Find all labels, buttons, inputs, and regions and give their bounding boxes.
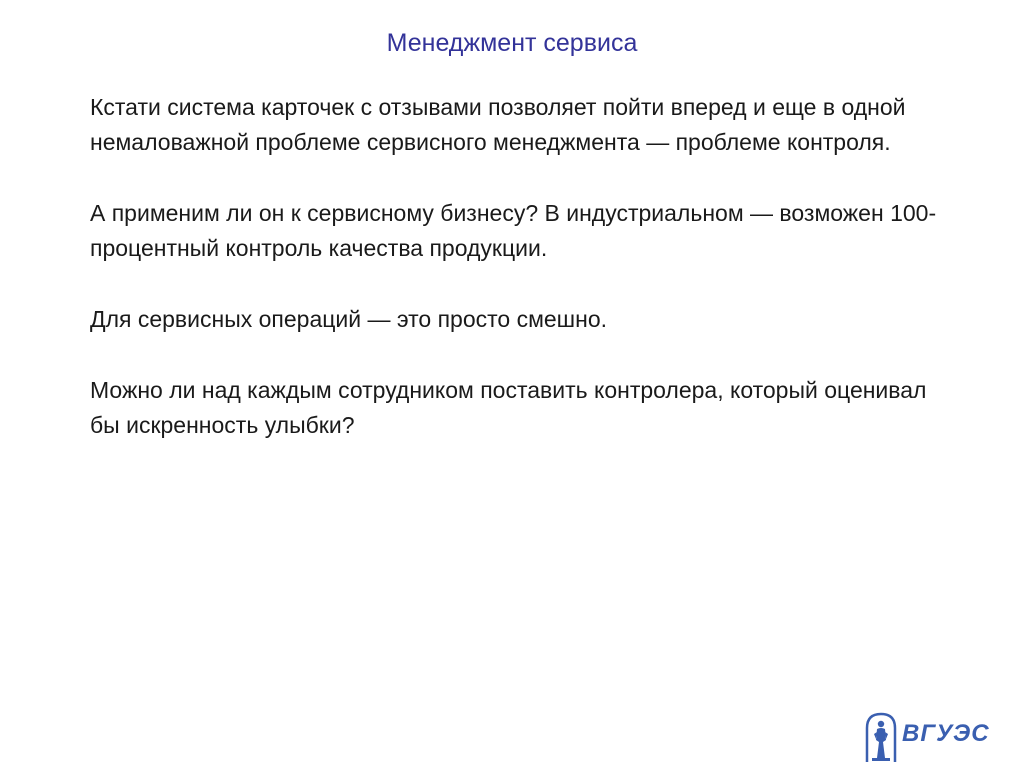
university-logo xyxy=(864,712,994,764)
slide-title: Менеджмент сервиса xyxy=(386,29,638,57)
logo-wordmark: ВГУЭС xyxy=(902,720,990,747)
paragraph-2: А применим ли он к сервисному бизнесу? В индустриальном — возможен 100-процентный контроль качества продукции. xyxy=(90,200,937,261)
paragraph-4: Можно ли над каждым сотрудником поставить контролера, который оценивал бы искренность улыбки? xyxy=(90,377,927,438)
paragraph-1: Кстати система карточек с отзывами позволяет пойти вперед и еще в одной немаловажной проблеме сервисного менеджмента — проблеме контроля. xyxy=(90,94,906,155)
university-emblem-icon xyxy=(864,712,898,762)
paragraph-3: Для сервисных операций — это просто смешно. xyxy=(90,306,608,332)
slide-body xyxy=(90,90,950,479)
